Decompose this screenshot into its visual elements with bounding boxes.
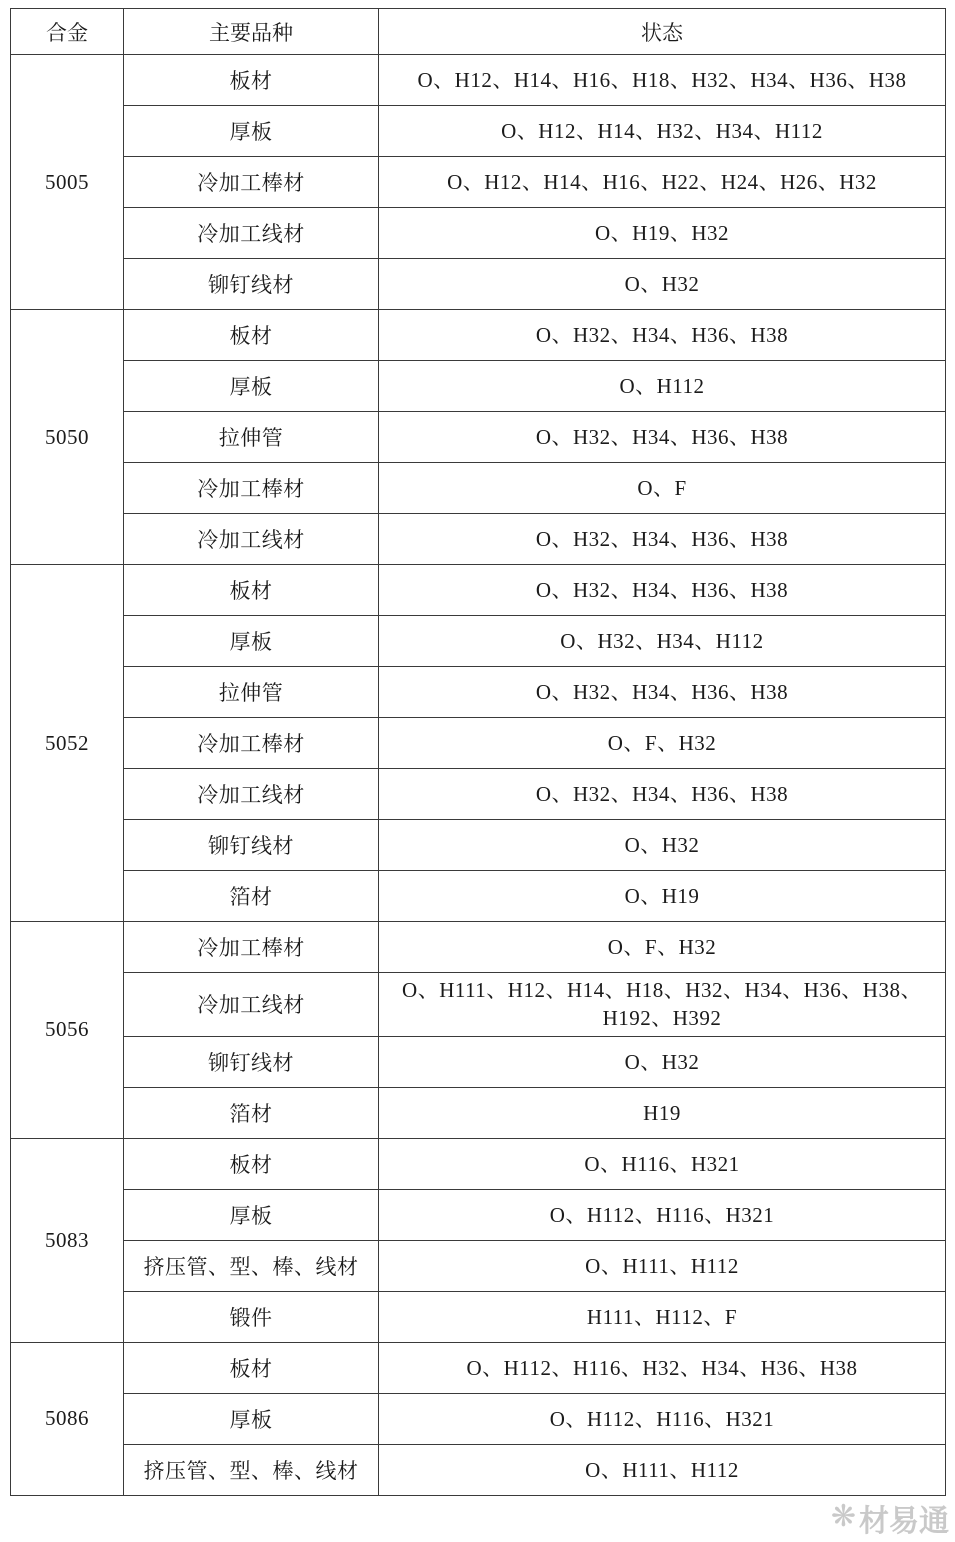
temper-cell: O、H32、H34、H36、H38 [379, 310, 946, 361]
header-alloy: 合金 [11, 9, 124, 55]
variety-cell: 铆钉线材 [124, 820, 379, 871]
temper-cell: O、H112、H116、H321 [379, 1189, 946, 1240]
temper-cell: O、H112、H116、H32、H34、H36、H38 [379, 1342, 946, 1393]
table-row [11, 361, 946, 412]
variety-cell: 箔材 [124, 871, 379, 922]
temper-cell: O、H32、H34、H112 [379, 616, 946, 667]
table-row [11, 106, 946, 157]
alloy-cell: 5005 [11, 55, 124, 310]
variety-cell: 板材 [124, 55, 379, 106]
temper-cell: O、H32、H34、H36、H38 [379, 412, 946, 463]
table-row [11, 1240, 946, 1291]
temper-cell: O、H19 [379, 871, 946, 922]
table-row [11, 922, 946, 973]
temper-cell: O、H111、H12、H14、H18、H32、H34、H36、H38、H192、H392 [379, 973, 946, 1037]
alloy-cell: 5052 [11, 565, 124, 922]
variety-cell: 冷加工线材 [124, 769, 379, 820]
alloy-cell: 5083 [11, 1138, 124, 1342]
table-header [11, 9, 946, 55]
header-temper: 状态 [379, 9, 946, 55]
temper-cell: O、H116、H321 [379, 1138, 946, 1189]
variety-cell: 冷加工线材 [124, 973, 379, 1037]
alloy-cell: 5056 [11, 922, 124, 1139]
temper-cell: O、H19、H32 [379, 208, 946, 259]
table-row [11, 55, 946, 106]
temper-cell: O、F、H32 [379, 718, 946, 769]
variety-cell: 挤压管、型、棒、线材 [124, 1444, 379, 1495]
variety-cell: 锻件 [124, 1291, 379, 1342]
variety-cell: 厚板 [124, 106, 379, 157]
variety-cell: 厚板 [124, 616, 379, 667]
watermark-snowflake-icon: ❋ [830, 1500, 856, 1533]
table-row [11, 718, 946, 769]
variety-cell: 拉伸管 [124, 412, 379, 463]
table-row [11, 565, 946, 616]
variety-cell: 厚板 [124, 1393, 379, 1444]
table-row [11, 310, 946, 361]
table-row [11, 1444, 946, 1495]
table-row [11, 1342, 946, 1393]
temper-cell: O、H32、H34、H36、H38 [379, 565, 946, 616]
temper-cell: O、H32 [379, 1036, 946, 1087]
variety-cell: 冷加工线材 [124, 208, 379, 259]
table-row [11, 259, 946, 310]
temper-cell: O、F [379, 463, 946, 514]
table-row [11, 871, 946, 922]
temper-cell: H19 [379, 1087, 946, 1138]
temper-cell: O、H32、H34、H36、H38 [379, 514, 946, 565]
variety-cell: 板材 [124, 565, 379, 616]
variety-cell: 箔材 [124, 1087, 379, 1138]
table-row [11, 1087, 946, 1138]
table-row [11, 157, 946, 208]
table-row [11, 1138, 946, 1189]
variety-cell: 厚板 [124, 361, 379, 412]
temper-cell: O、H32、H34、H36、H38 [379, 667, 946, 718]
table-row [11, 1291, 946, 1342]
watermark [831, 1496, 949, 1540]
variety-cell: 冷加工棒材 [124, 157, 379, 208]
alloy-temper-table [10, 8, 946, 1496]
variety-cell: 冷加工棒材 [124, 922, 379, 973]
variety-cell: 铆钉线材 [124, 1036, 379, 1087]
table-row [11, 412, 946, 463]
table-row [11, 208, 946, 259]
variety-cell: 板材 [124, 1342, 379, 1393]
temper-cell: H111、H112、F [379, 1291, 946, 1342]
temper-cell: O、H32 [379, 259, 946, 310]
alloy-cell: 5086 [11, 1342, 124, 1495]
table-row [11, 973, 946, 1037]
temper-cell: O、H12、H14、H16、H18、H32、H34、H36、H38 [379, 55, 946, 106]
table-row [11, 1036, 946, 1087]
variety-cell: 冷加工棒材 [124, 718, 379, 769]
temper-cell: O、H112、H116、H321 [379, 1393, 946, 1444]
alloy-cell: 5050 [11, 310, 124, 565]
table-row [11, 514, 946, 565]
temper-cell: O、H32 [379, 820, 946, 871]
table-row [11, 769, 946, 820]
header-row [11, 9, 946, 55]
temper-cell: O、F、H32 [379, 922, 946, 973]
table-row [11, 1189, 946, 1240]
watermark-text: 材易通 [859, 1505, 949, 1538]
variety-cell: 板材 [124, 310, 379, 361]
temper-cell: O、H111、H112 [379, 1444, 946, 1495]
table-body [11, 55, 946, 1496]
temper-cell: O、H12、H14、H16、H22、H24、H26、H32 [379, 157, 946, 208]
variety-cell: 冷加工棒材 [124, 463, 379, 514]
temper-cell: O、H12、H14、H32、H34、H112 [379, 106, 946, 157]
table-row [11, 820, 946, 871]
table-row [11, 616, 946, 667]
temper-cell: O、H112 [379, 361, 946, 412]
temper-cell: O、H111、H112 [379, 1240, 946, 1291]
table-row [11, 1393, 946, 1444]
variety-cell: 挤压管、型、棒、线材 [124, 1240, 379, 1291]
variety-cell: 拉伸管 [124, 667, 379, 718]
variety-cell: 板材 [124, 1138, 379, 1189]
table-row [11, 667, 946, 718]
temper-cell: O、H32、H34、H36、H38 [379, 769, 946, 820]
header-variety: 主要品种 [124, 9, 379, 55]
variety-cell: 铆钉线材 [124, 259, 379, 310]
table-row [11, 463, 946, 514]
variety-cell: 冷加工线材 [124, 514, 379, 565]
variety-cell: 厚板 [124, 1189, 379, 1240]
